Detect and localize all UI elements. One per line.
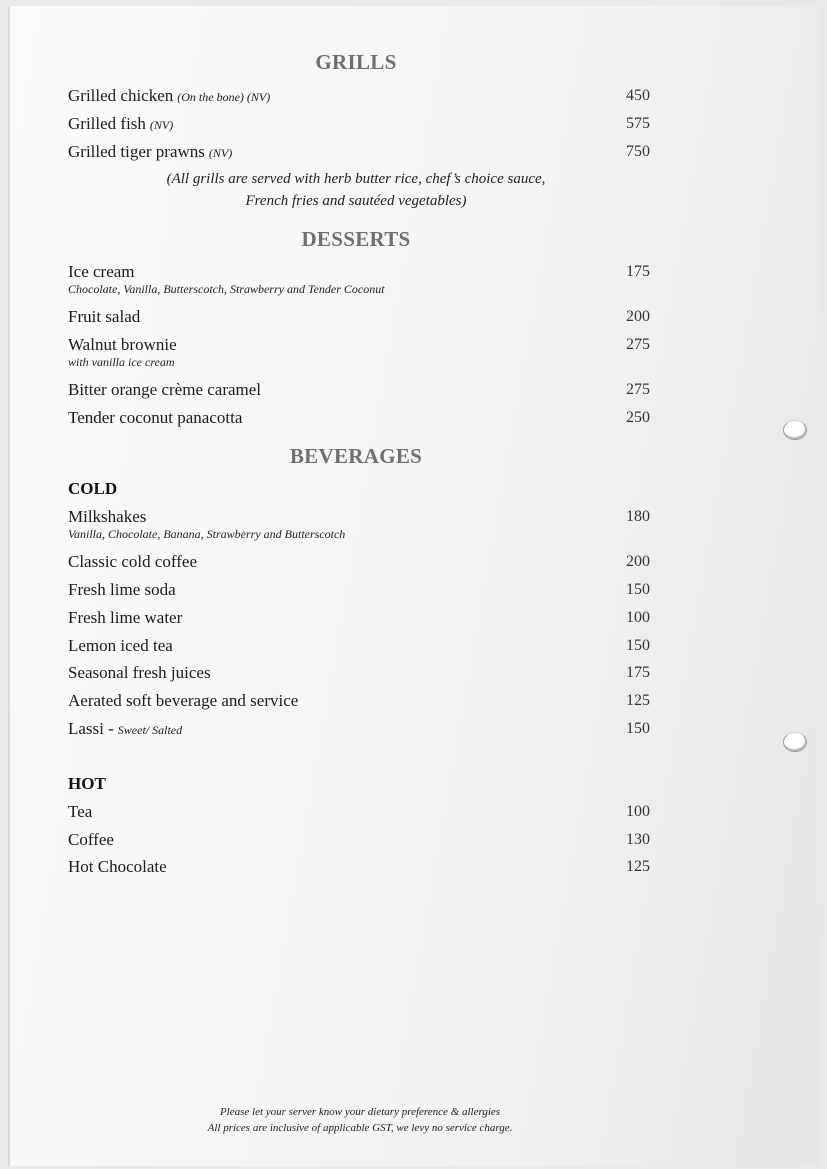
item-price: 250 <box>626 409 650 426</box>
item-name: Seasonal fresh juices <box>68 663 211 682</box>
menu-item <box>68 114 648 134</box>
item-name: Tender coconut panacotta <box>68 408 243 427</box>
item-name: Ice cream <box>68 262 135 281</box>
menu-item <box>68 307 648 327</box>
item-name: Fruit salad <box>68 307 141 326</box>
item-name: Lemon iced tea <box>68 636 173 655</box>
menu-item <box>68 408 648 428</box>
footer-note <box>8 1104 712 1136</box>
item-price: 150 <box>626 581 650 598</box>
item-price: 275 <box>626 381 650 398</box>
menu-item <box>68 663 648 683</box>
menu-item <box>68 802 648 822</box>
item-name: Fresh lime soda <box>68 580 176 599</box>
item-name: Grilled fish <box>68 114 146 133</box>
item-name: Aerated soft beverage and service <box>68 691 299 710</box>
item-price: 575 <box>626 115 650 132</box>
menu-item <box>68 380 648 400</box>
item-price: 100 <box>626 803 650 820</box>
grills-note-line: French fries and sautéed vegetables) <box>245 193 467 209</box>
menu-item <box>68 335 648 369</box>
item-description: Vanilla, Chocolate, Banana, Strawberry and Butterscotch <box>68 527 346 541</box>
menu-item <box>68 86 648 106</box>
menu-item <box>68 830 648 850</box>
menu-item <box>68 142 648 162</box>
section-title-beverages: BEVERAGES <box>289 444 423 468</box>
footer-line: All prices are inclusive of applicable GST, we levy no service charge. <box>207 1122 513 1134</box>
item-price: 130 <box>626 831 650 848</box>
item-price: 200 <box>626 553 650 570</box>
menu-item <box>68 857 648 877</box>
footer-line: Please let your server know your dietary preference & allergies <box>219 1106 501 1118</box>
menu-item <box>68 719 648 739</box>
item-name: Classic cold coffee <box>68 552 198 571</box>
subsection-title-hot: HOT <box>68 774 106 793</box>
menu-item <box>68 507 648 541</box>
item-note: Sweet/ Salted <box>117 723 183 737</box>
subsection-title-cold: COLD <box>68 479 118 498</box>
item-price: 100 <box>626 609 650 626</box>
item-name: Grilled tiger prawns <box>68 142 205 161</box>
item-price: 150 <box>626 720 650 737</box>
item-description: with vanilla ice cream <box>68 355 175 369</box>
item-note: (On the bone) (NV) <box>177 90 271 104</box>
punch-hole <box>783 732 807 752</box>
menu-item <box>68 580 648 600</box>
section-title-desserts: DESSERTS <box>301 227 411 251</box>
section-title-grills: GRILLS <box>315 50 397 74</box>
item-name: Coffee <box>68 830 114 849</box>
item-name: Grilled chicken <box>68 86 174 105</box>
item-note: (NV) <box>208 146 233 160</box>
item-name: Fresh lime water <box>68 608 183 627</box>
item-name: Lassi - <box>68 719 114 738</box>
item-name: Bitter orange crème caramel <box>68 380 262 399</box>
menu-item <box>68 262 648 296</box>
item-name: Milkshakes <box>68 507 147 526</box>
item-price: 200 <box>626 308 650 325</box>
item-price: 175 <box>626 263 650 280</box>
item-price: 125 <box>626 692 650 709</box>
item-note: (NV) <box>149 118 174 132</box>
item-price: 750 <box>626 143 650 160</box>
item-price: 180 <box>626 508 650 525</box>
punch-hole <box>783 420 807 440</box>
grills-note-line: (All grills are served with herb butter rice, chef’s choice sauce, <box>166 171 546 187</box>
menu-item <box>68 552 648 572</box>
item-price: 125 <box>626 858 650 875</box>
item-price: 450 <box>626 87 650 104</box>
item-name: Tea <box>68 802 93 821</box>
menu-item <box>68 691 648 711</box>
item-name: Hot Chocolate <box>68 857 167 876</box>
menu-item <box>68 608 648 628</box>
item-price: 150 <box>626 637 650 654</box>
item-description: Chocolate, Vanilla, Butterscotch, Strawberry and Tender Coconut <box>68 282 385 296</box>
menu-item <box>68 636 648 656</box>
grills-note <box>8 168 704 212</box>
item-price: 275 <box>626 336 650 353</box>
menu-page <box>8 6 820 1166</box>
item-price: 175 <box>626 664 650 681</box>
item-name: Walnut brownie <box>68 335 177 354</box>
